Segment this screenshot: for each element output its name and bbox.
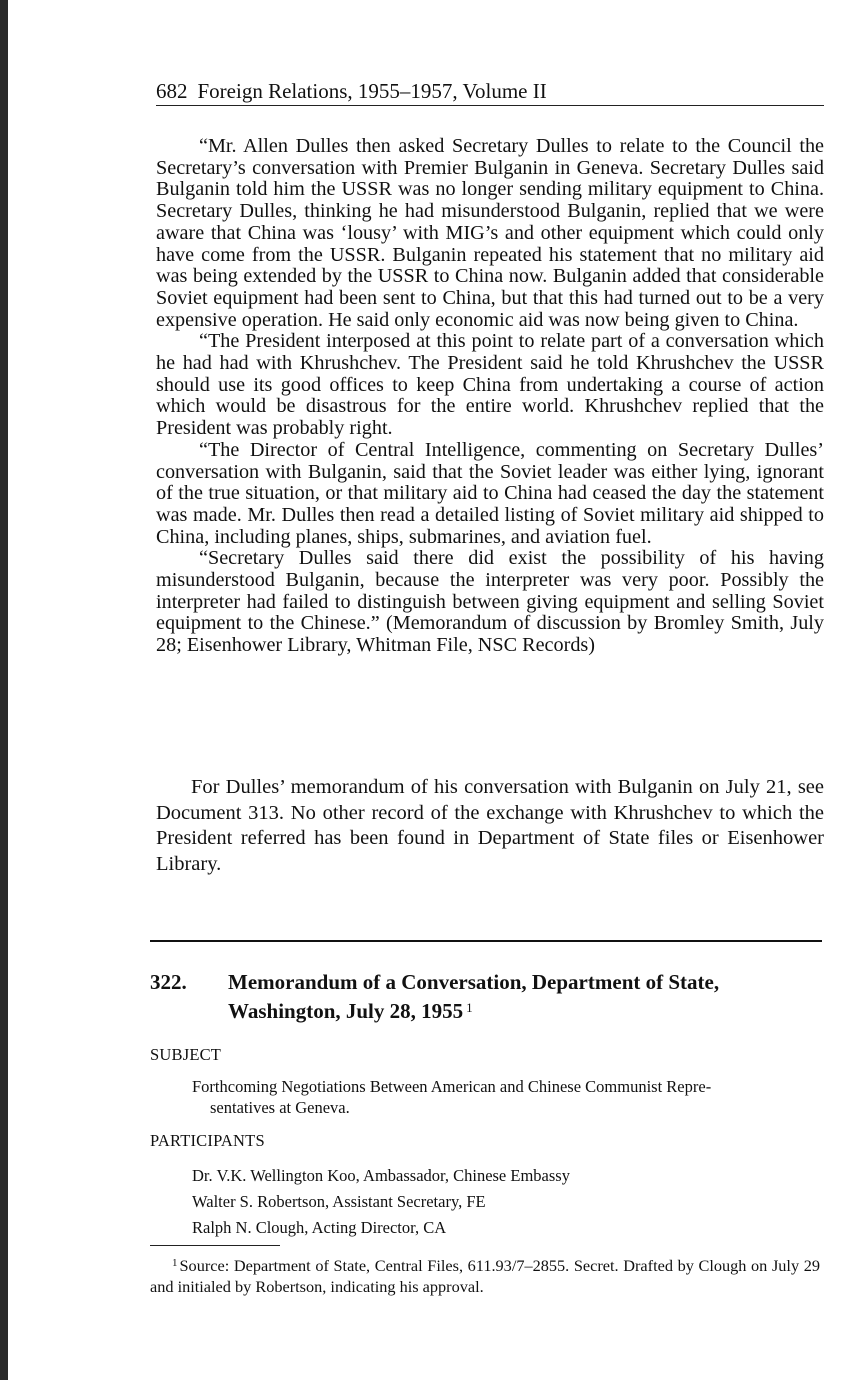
section-divider: [150, 940, 822, 942]
editor-note-text: For Dulles’ memorandum of his conversation with Bulganin on July 21, see Document 313. No other record of the exchange with Khrushchev to which the President referred has been found in Department of State files or Eisenhower Library.: [156, 776, 824, 875]
participant-item: Dr. V.K. Wellington Koo, Ambassador, Chinese Embassy: [192, 1166, 570, 1185]
document-title-line-1: Memorandum of a Conversation, Department of State,: [228, 970, 720, 994]
footnote: [150, 1253, 820, 1297]
participant-item: Ralph N. Clough, Acting Director, CA: [192, 1218, 447, 1237]
participants-list: [192, 1163, 820, 1241]
quote-paragraph: “Secretary Dulles said there did exist the possibility of his having misunderstood Bulganin, because the interpreter was very poor. Possibly the interpreter had failed to distinguish between giving equipment and selling Soviet equipment to the Chinese.” (Memorandum of discussion by Bromley Smith, July 28; Eisenhower Library, Whitman File, NSC Records): [156, 547, 824, 657]
running-head-title: Foreign Relations, 1955–1957, Volume II: [197, 79, 547, 103]
footnote-text: Source: Department of State, Central Files, 611.93/7–2855. Secret. Drafted by Clough on July 29 and initialed by Robertson, indicating his approval.: [150, 1256, 820, 1296]
document-title-text: Washington, July 28, 1955: [228, 999, 464, 1023]
page-edge-shadow: [0, 0, 8, 1380]
participants-label: PARTICIPANTS: [150, 1131, 265, 1150]
document-title-line-2: [228, 995, 822, 1024]
quote-paragraph: “The Director of Central Intelligence, commenting on Secretary Dulles’ conversation with Bulganin, said that the Soviet leader was either lying, ignorant of the true situation, or that military aid to China had ceased the day the statement was made. Mr. Dulles then read a detailed listing of Soviet military aid shipped to China, including planes, ships, submarines, and aviation fuel.: [156, 438, 824, 548]
page-number: 682: [156, 79, 188, 103]
quoted-minutes: [156, 136, 824, 657]
document-heading: [150, 970, 822, 1024]
running-head: [156, 78, 824, 106]
footnote-marker: 1: [172, 1257, 178, 1269]
subject-label: SUBJECT: [150, 1045, 222, 1064]
subject-line-2: sentatives at Geneva.: [210, 1098, 350, 1117]
quote-paragraph: “The President interposed at this point to relate part of a conversation which he had had with Khrushchev. The President said he told Khrushchev the USSR should use its good offices to keep China from undertaking a course of action which would be disastrous for the entire world. Khrushchev replied that the President was probably right.: [156, 330, 824, 440]
footnote-rule: [150, 1245, 280, 1246]
editor-note: [156, 775, 824, 877]
subject-text: [192, 1076, 820, 1118]
participant-item: Walter S. Robertson, Assistant Secretary, FE: [192, 1192, 486, 1211]
subject-line-1: Forthcoming Negotiations Between American and Chinese Communist Repre-: [192, 1077, 712, 1096]
document-number: 322.: [150, 970, 187, 994]
quote-paragraph: “Mr. Allen Dulles then asked Secretary Dulles to relate to the Council the Secretary’s conversation with Premier Bulganin in Geneva. Secretary Dulles said Bulganin told him the USSR was no longer sending military equipment to China. Secretary Dulles, thinking he had misunderstood Bulganin, replied that we were aware that China was ‘lousy’ with MIG’s and other equipment which could only have come from the USSR. Bulganin repeated his statement that no military aid was being extended by the USSR to China now. Bulganin added that considerable Soviet equipment had been sent to China, but that this had turned out to be a very expensive operation. He said only economic aid was now being given to China.: [156, 135, 824, 331]
footnote-reference[interactable]: 1: [466, 1000, 473, 1015]
